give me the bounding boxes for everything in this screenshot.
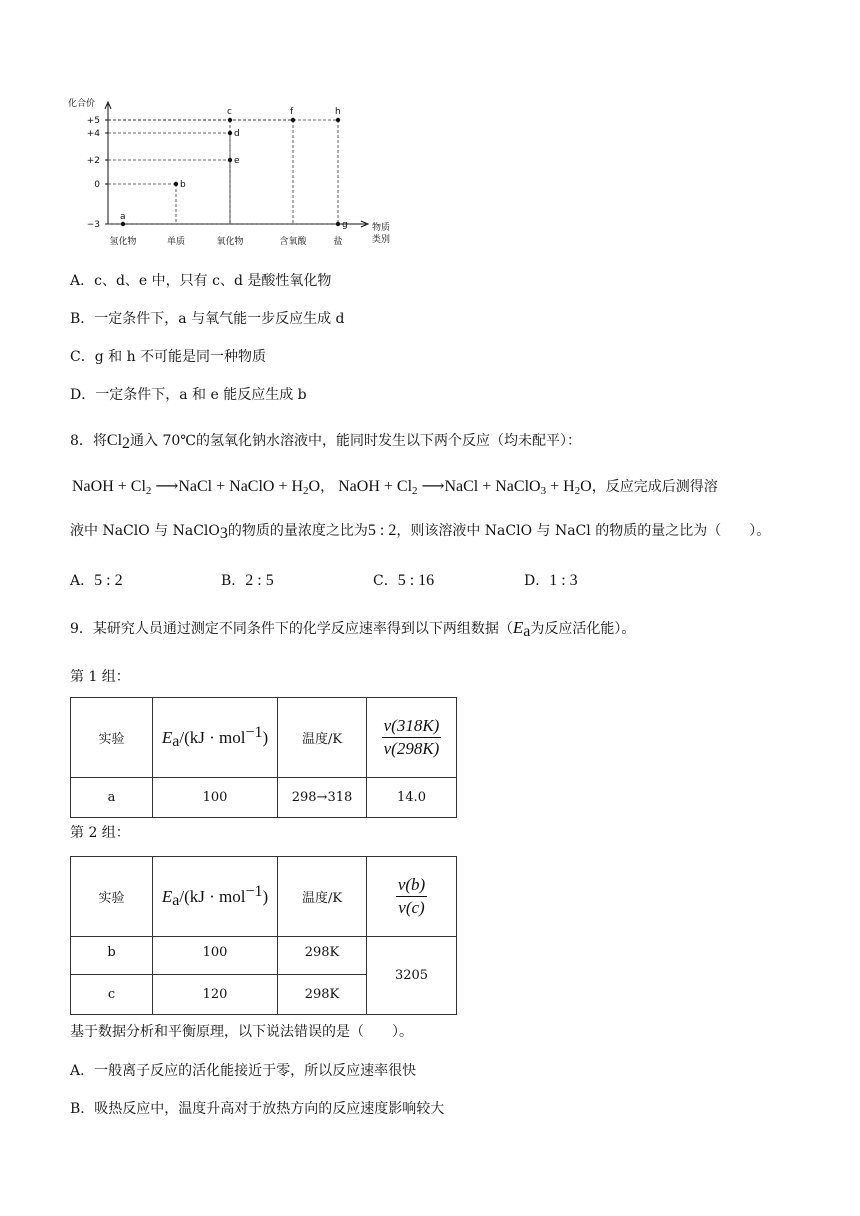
table-cell: 100 — [153, 937, 278, 975]
data-point-e — [228, 158, 232, 162]
table-cell-merged: 3205 — [367, 937, 457, 1015]
y-tick-label: 0 — [94, 180, 100, 190]
data-label-g: g — [342, 220, 348, 230]
table-cell: c — [71, 975, 153, 1015]
q8-option-d: D．1 : 3 — [524, 572, 578, 589]
table-header-row — [71, 857, 457, 937]
q8-equations: NaOH + $Cl_2$ ⟶NaCl + NaClO + $H_2O$， NaOH + $Cl_2$ ⟶NaCl + NaClO$_3$ + $H_2O$，反应完成后测得溶 — [72, 478, 718, 497]
data-label-b: b — [180, 180, 186, 190]
group1-table — [70, 697, 457, 818]
data-label-a: a — [120, 212, 126, 222]
group2-table — [70, 856, 457, 1015]
table-header-row — [71, 698, 457, 778]
header-rate-ratio: $\frac{v(318K)}{v(298K)}$ — [367, 698, 457, 778]
x-tick-label: 单质 — [166, 237, 186, 247]
y-tick-label: +4 — [86, 129, 100, 139]
data-label-c: c — [227, 107, 232, 117]
q9-intro: 9．某研究人员通过测定不同条件下的化学反应速率得到以下两组数据（$E_a$为反应活化能）。 — [70, 618, 636, 640]
y-axis-title: 化合价 — [68, 99, 96, 109]
x-tick-label: 氧化物 — [216, 237, 244, 247]
header-activation-energy: $E_a/(kJ \cdot mol^{-1})$ — [153, 698, 278, 778]
group1-title: 第 1 组： — [70, 669, 130, 685]
q8-line3: 液中 NaClO 与 NaClO$_3$的物质的量浓度之比为5 : 2，则该溶液中 NaClO 与 NaCl 的物质的量之比为（ ）。 — [70, 522, 771, 542]
q9-option-b: B．吸热反应中，温度升高对于放热方向的反应速度影响较大 — [70, 1101, 445, 1117]
y-tick-label: +5 — [86, 116, 100, 126]
table-cell: 14.0 — [367, 778, 457, 818]
data-point-g — [336, 222, 340, 226]
valence-category-chart — [60, 96, 390, 256]
table-cell: b — [71, 937, 153, 975]
q8-option-c: C．5 : 16 — [373, 572, 435, 589]
q7-option-d: D．一定条件下，a 和 e 能反应生成 b — [70, 387, 307, 403]
reaction-arrow-icon: ⟶ — [421, 478, 445, 495]
table-cell: 298→318 — [278, 778, 367, 818]
x-tick-label: 氢化物 — [109, 237, 137, 247]
data-point-c — [228, 118, 232, 122]
table-row — [71, 937, 457, 975]
x-tick-label: 含氧酸 — [279, 237, 307, 247]
header-experiment: 实验 — [71, 698, 153, 778]
x-tick-label: 盐 — [333, 237, 343, 247]
table-cell: 298K — [278, 975, 367, 1015]
data-point-h — [336, 118, 340, 122]
header-rate-ratio: $\frac{v(b)}{v(c)}$ — [367, 857, 457, 937]
reaction-arrow-icon: ⟶ — [155, 478, 179, 495]
data-point-b — [174, 182, 178, 186]
q7-option-c: C．g 和 h 不可能是同一种物质 — [70, 349, 267, 365]
group2-title: 第 2 组： — [70, 825, 130, 841]
x-axis-title: 物质 — [372, 223, 390, 233]
q7-option-a: A．c、d、e 中，只有 c、d 是酸性氧化物 — [70, 273, 332, 289]
q8-option-a: A．5 : 2 — [70, 572, 123, 589]
header-temperature: 温度/K — [278, 698, 367, 778]
q9-option-a: A．一般离子反应的活化能接近于零，所以反应速率很快 — [70, 1063, 417, 1079]
q7-option-b: B．一定条件下，a 与氧气能一步反应生成 d — [70, 311, 345, 327]
table-cell: 298K — [278, 937, 367, 975]
data-point-a — [121, 222, 125, 226]
data-label-h: h — [335, 107, 341, 117]
table-cell: 120 — [153, 975, 278, 1015]
q9-question: 基于数据分析和平衡原理，以下说法错误的是（ ）。 — [70, 1024, 413, 1040]
header-temperature: 温度/K — [278, 857, 367, 937]
table-cell: 100 — [153, 778, 278, 818]
header-experiment: 实验 — [71, 857, 153, 937]
x-axis-title: 类别 — [372, 235, 390, 245]
table-row — [71, 778, 457, 818]
y-tick-label: −3 — [86, 220, 100, 230]
data-point-f — [291, 118, 295, 122]
table-cell: a — [71, 778, 153, 818]
data-point-d — [228, 131, 232, 135]
y-tick-label: +2 — [86, 156, 100, 166]
data-label-e: e — [234, 156, 240, 166]
data-label-d: d — [234, 129, 240, 139]
q8-intro: 8．将$Cl_2$通入 70℃的氢氧化钠水溶液中，能同时发生以下两个反应（均未配平）： — [70, 432, 581, 452]
q8-option-b: B．2 : 5 — [221, 572, 274, 589]
data-label-f: f — [290, 107, 294, 117]
header-activation-energy: $E_a/(kJ \cdot mol^{-1})$ — [153, 857, 278, 937]
